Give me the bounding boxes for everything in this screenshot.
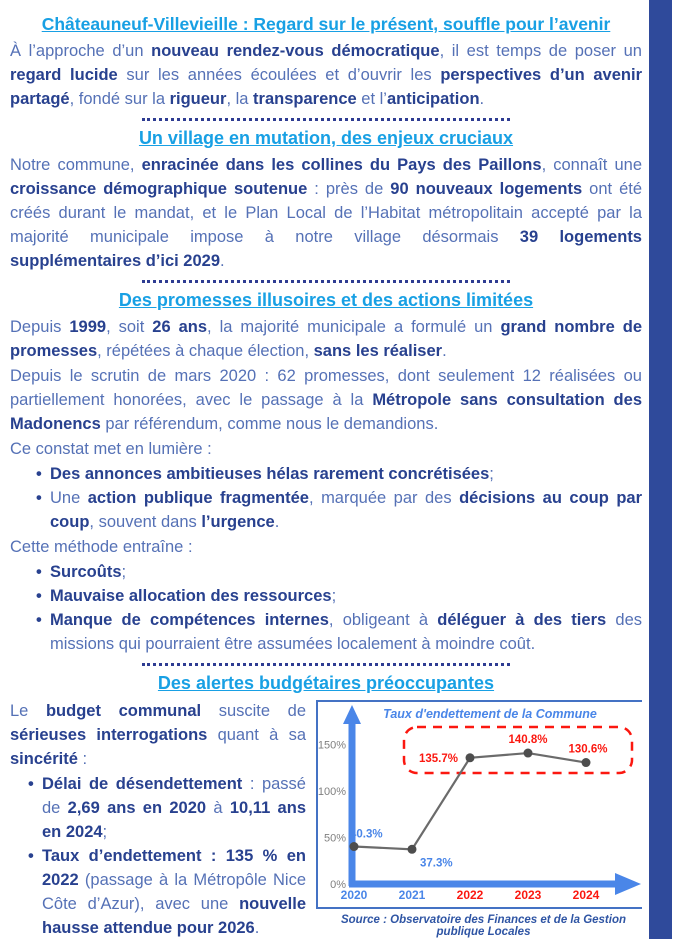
svg-text:40.3%: 40.3% (350, 828, 383, 841)
svg-text:Taux d'endettement de la Commu: Taux d'endettement de la Commune (383, 707, 597, 721)
debt-chart-svg (318, 702, 642, 903)
village-paragraph: Notre commune, enracinée dans les collines du Pays des Paillons, connaît une croissance démographique soutenue : près de 90 nouveaux logements ont été créés durant le mandat, et le Plan Local de l’Habitat métropolitain accepté par la majorité municipale impose à notre village désormais 39 logements supplémentaires d’ici 2029. (10, 156, 642, 270)
svg-text:130.6%: 130.6% (568, 743, 608, 756)
debt-ratio-chart (316, 700, 642, 909)
svg-text:0%: 0% (330, 879, 346, 891)
intro-paragraph: À l’approche d’un nouveau rendez-vous démocratique, il est temps de poser un regard lucide sur les années écoulées et d’ouvrir les perspectives d’un avenir partagé, fondé sur la rigueur, la transparence et l’anticipation. (10, 42, 642, 108)
section-heading-village: Un village en mutation, des enjeux cruciaux (138, 128, 514, 148)
list-item: • Taux d’endettement : 135 % en 2022 (passage à la Métropôle Nice Côte d’Azur), avec une nouvelle hausse attendue pour 2026. (28, 844, 306, 939)
list-item: • Surcoûts; (36, 560, 642, 584)
svg-text:2021: 2021 (398, 888, 426, 902)
dotted-divider (142, 118, 510, 121)
list-item: • Des annonces ambitieuses hélas rarement concrétisées; (36, 462, 642, 486)
budget-list (10, 772, 306, 939)
chart-column (312, 698, 642, 938)
budget-text-column (10, 698, 306, 939)
svg-text:2023: 2023 (514, 888, 542, 902)
svg-text:2024: 2024 (572, 888, 600, 902)
methode-list (10, 560, 642, 656)
list-item: • Une action publique fragmentée, marquée par des décisions au coup par coup, souvent dans l’urgence. (36, 486, 642, 534)
svg-text:2020: 2020 (340, 888, 368, 902)
svg-text:50%: 50% (323, 832, 346, 845)
list-item: • Manque de compétences internes, obligeant à déléguer à des tiers des missions qui pourraient être assumées localement à moindre coût. (36, 608, 642, 656)
svg-text:2022: 2022 (456, 888, 484, 902)
constat-list (10, 462, 642, 534)
methode-lead: Cette méthode entraîne : (10, 538, 193, 556)
chart-source: Source : Observatoire des Finances et de la Gestion publique Locales (340, 914, 627, 938)
list-item: • Délai de désendettement : passé de 2,69 ans en 2020 à 10,11 ans en 2024; (28, 772, 306, 844)
svg-text:140.8%: 140.8% (508, 734, 548, 747)
budget-paragraph: Le budget communal suscite de sérieuses interrogations quant à sa sincérité : (10, 702, 307, 768)
leaflet-content (10, 12, 642, 939)
budget-section (10, 698, 642, 939)
dotted-divider (142, 280, 510, 283)
constat-lead: Ce constat met en lumière : (10, 440, 212, 458)
section-heading-promesses: Des promesses illusoires et des actions limitées (118, 290, 534, 310)
svg-text:37.3%: 37.3% (420, 857, 453, 870)
svg-text:100%: 100% (318, 786, 346, 798)
promesses-paragraph-2: Depuis le scrutin de mars 2020 : 62 promesses, dont seulement 12 réalisées ou partiellement honorées, avec le passage à la Métropole sans consultation des Madonencs par référendum, comme nous le demandions. (10, 367, 642, 433)
svg-text:135.7%: 135.7% (418, 752, 458, 765)
section-heading-budget: Des alertes budgétaires préoccupantes (157, 673, 495, 693)
promesses-paragraph-1: Depuis 1999, soit 26 ans, la majorité municipale a formulé un grand nombre de promesses, répétées à chaque élection, sans les réaliser. (10, 318, 642, 360)
page-title: Châteauneuf-Villevieille : Regard sur le présent, souffle pour l’avenir (41, 14, 611, 34)
svg-text:150%: 150% (318, 739, 346, 752)
right-border-band (649, 0, 672, 939)
dotted-divider (142, 663, 510, 666)
list-item: • Mauvaise allocation des ressources; (36, 584, 642, 608)
